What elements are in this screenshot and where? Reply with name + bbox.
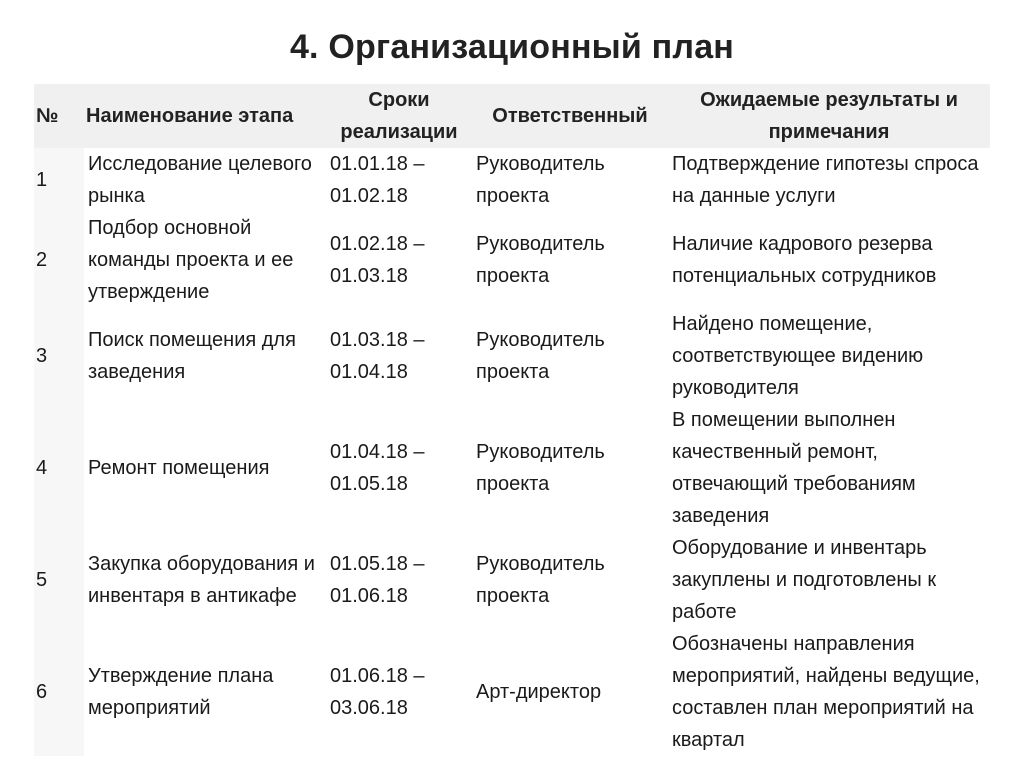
table-row (34, 532, 990, 628)
cell-dates: 01.05.18 – 01.06.18 (326, 532, 472, 628)
cell-responsible: Руководитель проекта (472, 212, 668, 308)
cell-num: 5 (34, 532, 84, 628)
cell-results: Подтверждение гипотезы спроса на данные услуги (668, 148, 990, 212)
cell-stage: Исследование целевого рынка (84, 148, 326, 212)
cell-results: В помещении выполнен качественный ремонт, отвечающий требованиям заведения (668, 404, 990, 532)
table-body (34, 148, 990, 756)
table-row (34, 628, 990, 756)
cell-num: 4 (34, 404, 84, 532)
cell-num: 6 (34, 628, 84, 756)
table-row (34, 404, 990, 532)
cell-num: 2 (34, 212, 84, 308)
cell-responsible: Руководитель проекта (472, 308, 668, 404)
cell-stage: Закупка оборудования и инвентаря в антикафе (84, 532, 326, 628)
cell-stage: Ремонт помещения (84, 404, 326, 532)
cell-dates: 01.01.18 – 01.02.18 (326, 148, 472, 212)
header-responsible: Ответственный (492, 105, 648, 127)
table-header (34, 84, 990, 148)
header-stage: Наименование этапа (86, 105, 294, 127)
cell-dates: 01.02.18 – 01.03.18 (326, 212, 472, 308)
header-dates: Сроки реализации (340, 89, 458, 143)
cell-dates: 01.04.18 – 01.05.18 (326, 404, 472, 532)
table-row (34, 308, 990, 404)
header-num: № (36, 105, 59, 127)
cell-dates: 01.06.18 – 03.06.18 (326, 628, 472, 756)
cell-responsible: Руководитель проекта (472, 404, 668, 532)
page-title: 4. Организационный план (289, 28, 735, 66)
cell-responsible: Руководитель проекта (472, 532, 668, 628)
cell-results: Обозначены направления мероприятий, найдены ведущие, составлен план мероприятий на квартал (668, 628, 990, 756)
cell-results: Найдено помещение, соответствующее видению руководителя (668, 308, 990, 404)
cell-num: 1 (34, 148, 84, 212)
header-results: Ожидаемые результаты и примечания (700, 89, 958, 143)
organizational-plan-table (34, 84, 990, 756)
cell-stage: Поиск помещения для заведения (84, 308, 326, 404)
cell-responsible: Руководитель проекта (472, 148, 668, 212)
cell-dates: 01.03.18 – 01.04.18 (326, 308, 472, 404)
header-row (34, 84, 990, 148)
cell-responsible: Арт-директор (472, 628, 668, 756)
cell-results: Наличие кадрового резерва потенциальных сотрудников (668, 212, 990, 308)
table-row (34, 148, 990, 212)
cell-stage: Подбор основной команды проекта и ее утверждение (84, 212, 326, 308)
table-row (34, 212, 990, 308)
cell-results: Оборудование и инвентарь закуплены и подготовлены к работе (668, 532, 990, 628)
cell-stage: Утверждение плана мероприятий (84, 628, 326, 756)
cell-num: 3 (34, 308, 84, 404)
